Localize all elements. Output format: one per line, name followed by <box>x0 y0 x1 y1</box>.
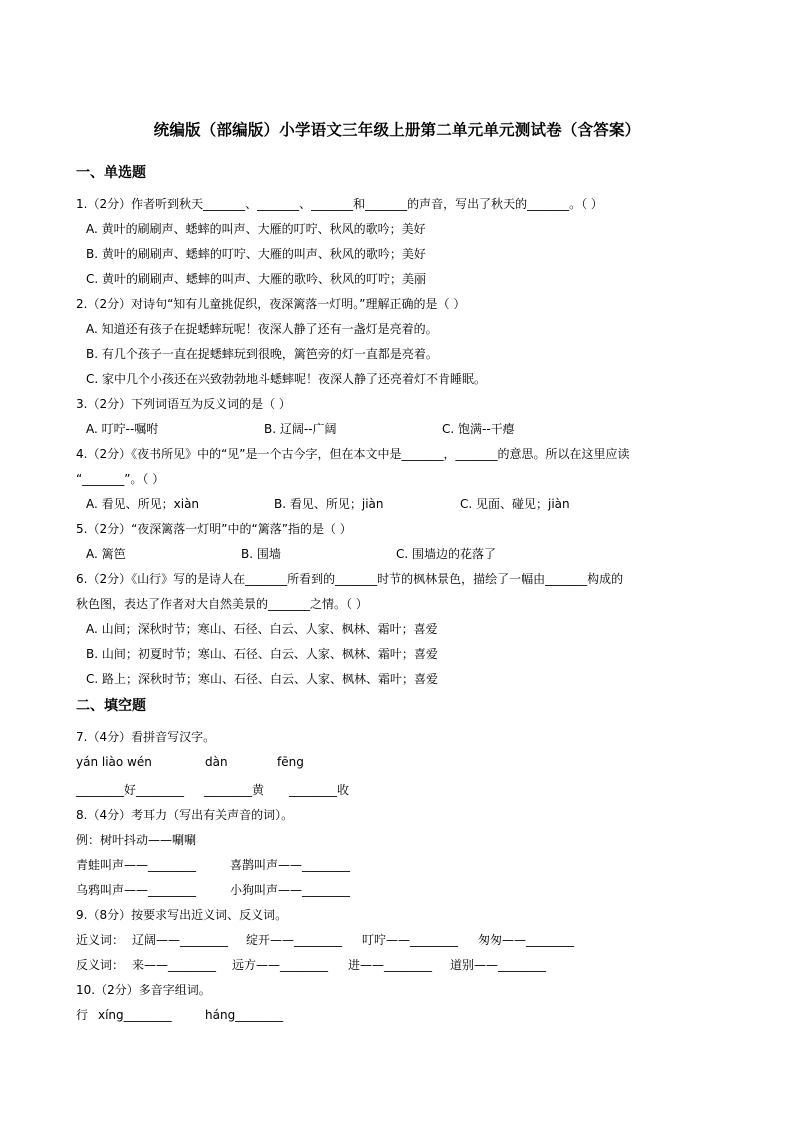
question-10: 10.（2分）多音字组词。 <box>76 983 211 997</box>
question-4-continued: “_______”。（ ） <box>76 472 165 486</box>
question-8-item-2: 喜鹊叫声——________ <box>230 858 351 872</box>
question-1-option-b: B. 黄叶的刷刷声、蟋蟀的叮咛、大雁的叫声、秋风的歌吟；美好 <box>86 247 426 261</box>
question-2: 2.（2分）对诗句“知有儿童挑促织，夜深篱落一灯明。”理解正确的是（ ） <box>76 297 466 311</box>
question-1-option-c: C. 黄叶的刷刷声、蟋蟀的叫声、大雁的歌吟、秋风的叮咛；美丽 <box>86 272 427 286</box>
question-2-option-c: C. 家中几个小孩还在兴致勃勃地斗蟋蟀呢！夜深人静了还亮着灯不肯睡眠。 <box>86 372 487 386</box>
question-9-synonym-label: 近义词： <box>76 933 125 947</box>
question-8: 8.（4分）考耳力（写出有关声音的词）。 <box>76 808 294 822</box>
question-7-pinyin-3: fēng <box>277 755 304 769</box>
question-4-option-a: A. 看见、所见；xiàn <box>86 497 200 511</box>
question-10-reading-1: xíng________ <box>98 1008 172 1022</box>
question-9-antonym-2: 远方——________ <box>232 958 329 972</box>
question-9-antonym-1: 来——________ <box>132 958 217 972</box>
question-2-option-a: A. 知道还有孩子在捉蟋蟀玩呢！夜深人静了还有一盏灯是亮着的。 <box>86 322 438 336</box>
question-7-pinyin-1: yán liào wén <box>76 755 152 769</box>
question-7-answer-3: ________收 <box>289 783 350 797</box>
question-2-option-b: B. 有几个孩子一直在捉蟋蟀玩到很晚，篱笆旁的灯一直都是亮着。 <box>86 347 438 361</box>
question-9-antonym-label: 反义词： <box>76 958 125 972</box>
question-9-synonym-3: 叮咛——________ <box>362 933 459 947</box>
question-8-item-4: 小狗叫声——________ <box>230 883 351 897</box>
question-8-item-1: 青蛙叫声——________ <box>76 858 197 872</box>
question-7-answer-2: ________黄 <box>204 783 265 797</box>
question-8-example: 例：树叶抖动——唰唰 <box>76 833 197 847</box>
section-heading-single-choice: 一、单选题 <box>76 165 146 181</box>
question-4-option-c: C. 见面、碰见；jiàn <box>460 497 570 511</box>
question-9-antonym-4: 道别——________ <box>450 958 547 972</box>
question-10-char: 行 <box>76 1008 89 1022</box>
page-title: 统编版（部编版）小学语文三年级上册第二单元单元测试卷（含答案） <box>153 121 641 139</box>
question-6: 6.（2分）《山行》写的是诗人在_______所看到的_______时节的枫林景色，描绘了一幅由_______构成的 <box>76 572 624 586</box>
question-5-option-c: C. 围墙边的花落了 <box>396 547 497 561</box>
question-3-option-a: A. 叮咛--嘱咐 <box>86 422 159 436</box>
question-1-option-a: A. 黄叶的刷刷声、蟋蟀的叫声、大雁的叮咛、秋风的歌吟；美好 <box>86 222 426 236</box>
question-1: 1.（2分）作者听到秋天_______、_______、_______和_______的声音，写出了秋天的_______。（ ） <box>76 197 603 211</box>
question-9-antonym-3: 进——________ <box>348 958 433 972</box>
question-10-reading-2: háng________ <box>205 1008 284 1022</box>
question-5-option-a: A. 篱笆 <box>86 547 126 561</box>
question-7-answer-1: ________好________ <box>76 783 185 797</box>
question-8-item-3: 乌鸦叫声——________ <box>76 883 197 897</box>
question-6-option-b: B. 山间；初夏时节；寒山、石径、白云、人家、枫林、霜叶；喜爱 <box>86 647 438 661</box>
question-4: 4.（2分）《夜书所见》中的“见”是一个古今字，但在本文中是_______，_______的意思。所以在这里应读 <box>76 447 630 461</box>
question-9: 9.（8分）按要求写出近义词、反义词。 <box>76 908 288 922</box>
question-6-option-a: A. 山间；深秋时节；寒山、石径、白云、人家、枫林、霜叶；喜爱 <box>86 622 438 636</box>
question-9-synonym-4: 匆匆——________ <box>478 933 575 947</box>
question-6-continued: 秋色图，表达了作者对大自然美景的_______之情。（ ） <box>76 597 368 611</box>
question-3-option-b: B. 辽阔--广阔 <box>264 422 337 436</box>
question-3-option-c: C. 饱满--干瘪 <box>442 422 515 436</box>
question-9-synonym-1: 辽阔——________ <box>132 933 229 947</box>
question-5: 5.（2分）“夜深篱落一灯明”中的“篱落”指的是（ ） <box>76 522 352 536</box>
question-6-option-c: C. 路上；深秋时节；寒山、石径、白云、人家、枫林、霜叶；喜爱 <box>86 672 439 686</box>
question-3: 3.（2分）下列词语互为反义词的是（ ） <box>76 397 291 411</box>
question-7-pinyin-2: dàn <box>205 755 228 769</box>
section-heading-fill-in: 二、填空题 <box>76 698 146 714</box>
question-4-option-b: B. 看见、所见；jiàn <box>274 497 384 511</box>
question-7: 7.（4分）看拼音写汉字。 <box>76 730 216 744</box>
question-9-synonym-2: 绽开——________ <box>246 933 343 947</box>
question-5-option-b: B. 围墙 <box>241 547 281 561</box>
